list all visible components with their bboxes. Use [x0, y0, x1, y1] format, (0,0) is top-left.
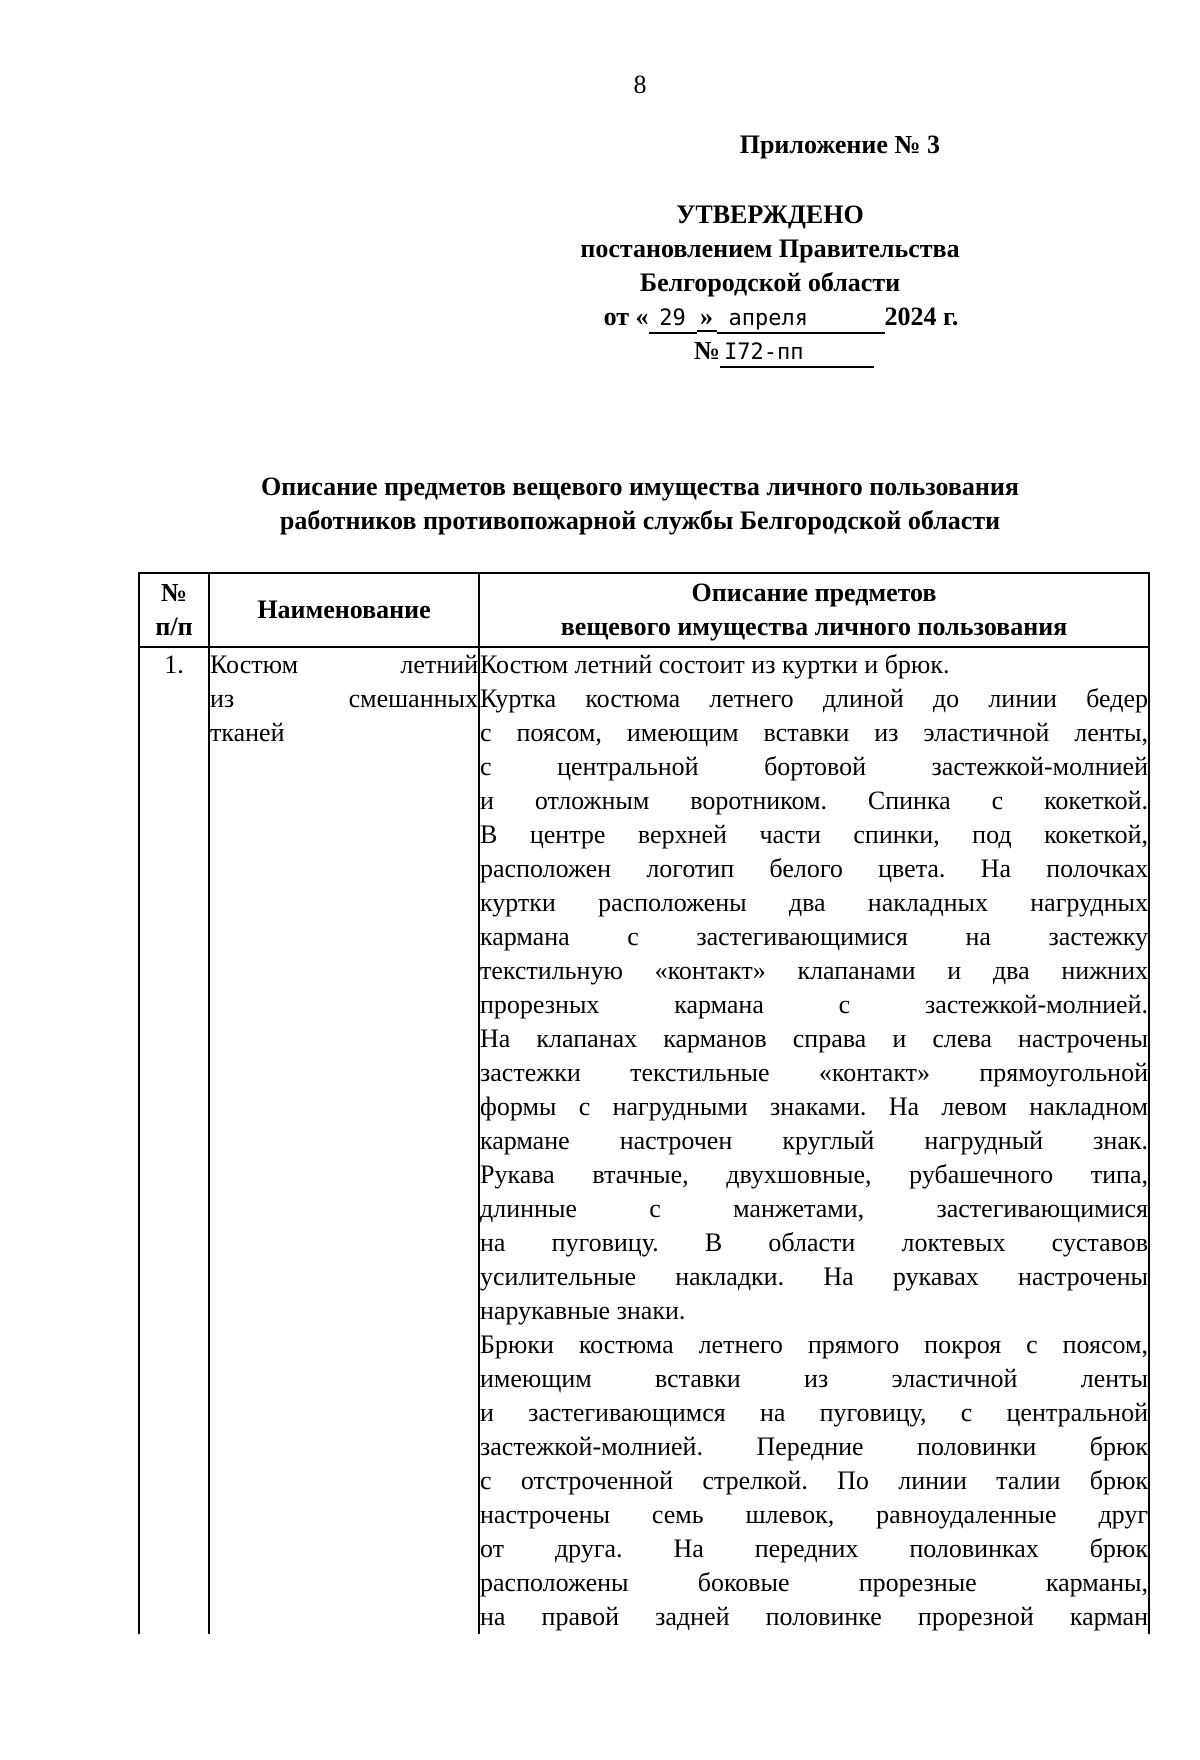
approval-date-line — [530, 300, 1010, 334]
approval-stamp — [530, 198, 1010, 368]
description-line: В центре верхней части спинки, под кокеткой, — [480, 820, 1148, 849]
description-line: застежкой-молнией. Передние половинки брюк — [480, 1432, 1148, 1461]
number-value: I72-пп — [720, 340, 874, 368]
description-line: с поясом, имеющим вставки из эластичной ленты, — [480, 718, 1148, 747]
header-desc-line2: вещевого имущества личного пользования — [560, 612, 1068, 641]
title-line2: работников противопожарной службы Белгородской области — [279, 506, 1001, 535]
items-table — [138, 572, 1150, 1634]
description-line: Рукава втачные, двухшовные, рубашечного типа, — [480, 1160, 1148, 1189]
description-line: на пуговицу. В области локтевых суставов — [480, 1228, 1148, 1257]
row-name-line: Костюм летний — [210, 650, 478, 679]
table-header-row — [139, 573, 1149, 647]
description-line: усилительные накладки. На рукавах настрочены — [480, 1262, 1148, 1291]
header-description — [479, 573, 1149, 647]
header-num-line2: п/п — [155, 612, 193, 641]
approved-by-line2: Белгородской области — [639, 268, 901, 297]
header-desc-line1: Описание предметов — [691, 578, 937, 607]
row-name — [209, 647, 479, 1634]
description-line: расположены боковые прорезные карманы, — [480, 1568, 1148, 1597]
number-prefix: № — [693, 336, 721, 365]
document-title — [140, 470, 1140, 538]
header-num-line1: № — [160, 578, 188, 607]
row-name-line: из смешанных — [210, 684, 478, 713]
description-line: от друга. На передних половинках брюк — [480, 1534, 1148, 1563]
description-line: настрочены семь шлевок, равноудаленные друг — [480, 1500, 1148, 1529]
date-prefix: от « — [603, 302, 649, 331]
table-row — [139, 647, 1149, 1634]
row-name-line: тканей — [210, 718, 285, 747]
row-description — [479, 647, 1149, 1634]
description-line: с отстроченной стрелкой. По линии талии брюк — [480, 1466, 1148, 1495]
date-year: 2024 г. — [884, 302, 959, 331]
date-close-quote: » — [697, 304, 717, 332]
description-line: длинные с манжетами, застегивающимися — [480, 1194, 1148, 1223]
description-line: прорезных кармана с застежкой-молнией. — [480, 990, 1148, 1019]
description-line: застежки текстильные «контакт» прямоугольной — [480, 1058, 1148, 1087]
description-line: нарукавные знаки. — [480, 1296, 686, 1325]
description-line: расположен логотип белого цвета. На полочках — [480, 854, 1148, 883]
description-line: На клапанах карманов справа и слева настрочены — [480, 1024, 1148, 1053]
description-line: Куртка костюма летнего длиной до линии бедер — [480, 684, 1148, 713]
description-line: кармана с застегивающимися на застежку — [480, 922, 1148, 951]
date-month: апреля — [717, 306, 885, 334]
description-line: текстильную «контакт» клапанами и два нижних — [480, 956, 1148, 985]
description-line: формы с нагрудными знаками. На левом накладном — [480, 1092, 1148, 1121]
approved-heading: УТВЕРЖДЕНО — [676, 200, 864, 229]
description-line: и отложным воротником. Спинка с кокеткой. — [480, 786, 1148, 815]
description-line: с центральной бортовой застежкой-молнией — [480, 752, 1148, 781]
approval-number-line — [530, 334, 1010, 368]
page-number: 8 — [633, 70, 647, 99]
description-line: на правой задней половинке прорезной карман — [480, 1602, 1148, 1631]
appendix-label: Приложение № 3 — [739, 130, 940, 159]
approved-by-line1: постановлением Правительства — [580, 234, 960, 263]
description-line: кармане настрочен круглый нагрудный знак. — [480, 1126, 1148, 1155]
description-line: и застегивающимся на пуговицу, с центральной — [480, 1398, 1148, 1427]
row-number: 1. — [139, 647, 209, 1634]
description-line: Костюм летний состоит из куртки и брюк. — [480, 650, 950, 679]
date-day: 29 — [649, 306, 697, 334]
description-line: куртки расположены два накладных нагрудных — [480, 888, 1148, 917]
description-line: Брюки костюма летнего прямого покроя с поясом, — [480, 1330, 1148, 1359]
title-line1: Описание предметов вещевого имущества личного пользования — [261, 472, 1019, 501]
description-line: имеющим вставки из эластичной ленты — [480, 1364, 1148, 1393]
header-name: Наименование — [209, 573, 479, 647]
header-num — [139, 573, 209, 647]
